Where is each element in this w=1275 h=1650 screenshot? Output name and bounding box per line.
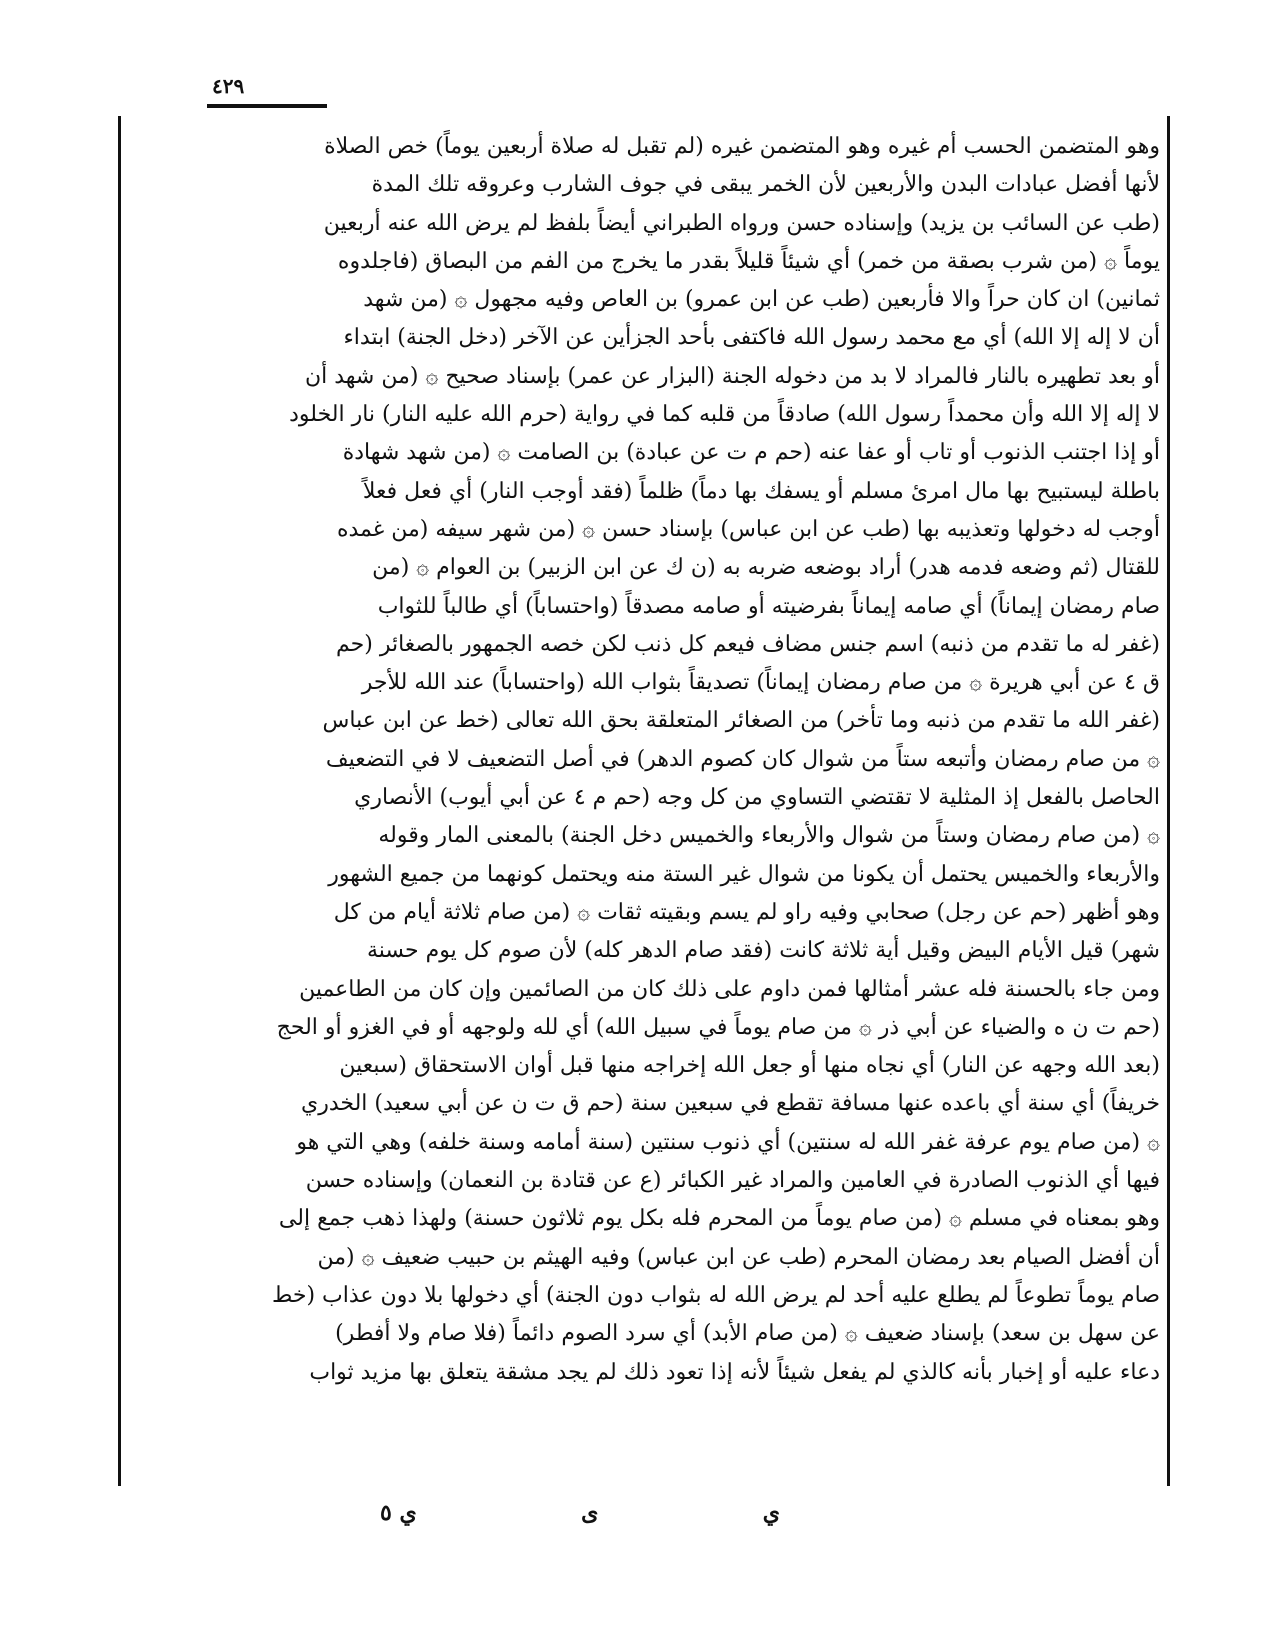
text-line: (بعد الله وجهه عن النار) أي نجاه منها أو جعل الله إخراجه منها قبل أوان الاستحقاق (سبعين <box>339 1053 1160 1079</box>
text-line: ومن جاء بالحسنة فله عشر أمثالها فمن داوم على ذلك كان من الصائمين وإن كان من الطاعمين <box>299 976 1160 1002</box>
text-line: فيها أي الذنوب الصادرة في العامين والمراد غير الكبائر (ع عن قتادة بن النعمان) وإسناده حسن <box>305 1168 1160 1194</box>
footer-mark: ي ٥ <box>380 1500 417 1526</box>
text-line: لأنها أفضل عبادات البدن والأربعين لأن الخمر يبقى في جوف الشارب وعروقه تلك المدة <box>371 172 1160 198</box>
body-text <box>130 128 1160 1483</box>
header-rule <box>207 104 327 108</box>
footer-mark: ى <box>581 1500 599 1526</box>
text-line: خريفاً) أي سنة أي باعده عنها مسافة تقطع في سبعين سنة (حم ق ت ن عن أبي سعيد) الخدري <box>301 1091 1160 1117</box>
text-line <box>130 1430 1160 1468</box>
text-line: وهو بمعناه في مسلم ۞ (من صام يوماً من المحرم فله بكل يوم ثلاثون حسنة) ولهذا ذهب جمع إلى <box>278 1206 1160 1232</box>
text-line: صام يوماً تطوعاً لم يطلع عليه أحد لم يرض الله له بثواب دون الجنة) أي دخولها بلا دون عذاب (خط <box>271 1282 1160 1308</box>
text-line: والأربعاء والخميس يحتمل أن يكونا من شوال غير الستة منه ويحتمل كونهما من جميع الشهور <box>328 861 1160 887</box>
text-line: ۞ من صام رمضان وأتبعه ستاً من شوال كان كصوم الدهر) في أصل التضعيف لا في التضعيف <box>325 746 1160 772</box>
text-line: (طب عن السائب بن يزيد) وإسناده حسن ورواه الطبراني أيضاً بلفظ لم يرض الله عنه أربعين <box>323 210 1160 236</box>
text-line: وهو أظهر (حم عن رجل) صحابي وفيه راو لم يسم وبقيته ثقات ۞ (من صام ثلاثة أيام من كل <box>333 899 1160 925</box>
text-line: (غفر له ما تقدم من ذنبه) اسم جنس مضاف فيعم كل ذنب لكن خصه الجمهور بالصغائر (حم <box>336 631 1160 657</box>
text-line: لا إله إلا الله وأن محمداً رسول الله) صادقاً من قلبه كما في رواية (حرم الله عليه النار) نار الخلود <box>289 402 1160 428</box>
text-line: صام رمضان إيماناً) أي صامه إيماناً بفرضيته أو صامه مصدقاً (واحتساباً) أي طالباً للثواب <box>377 593 1160 619</box>
footer-mark: ي <box>762 1500 780 1526</box>
text-line: (حم ت ن ه والضياء عن أبي ذر ۞ من صام يوماً في سبيل الله) أي لله ولوجهه أو في الغزو أو الحج <box>276 1014 1160 1040</box>
text-line: للقتال (ثم وضعه فدمه هدر) أراد بوضعه ضربه به (ن ك عن ابن الزبير) بن العوام ۞ (من <box>372 555 1160 581</box>
text-line: يوماً ۞ (من شرب بصقة من خمر) أي شيئاً قليلاً بقدر ما يخرج من الفم من البصاق (فاجلدوه <box>337 248 1160 274</box>
page-number: ٤٢٩ <box>212 74 245 98</box>
text-line: أن لا إله إلا الله) أي مع محمد رسول الله فاكتفى بأحد الجزأين عن الآخر (دخل الجنة) ابتداء <box>343 325 1160 351</box>
text-line: الحاصل بالفعل إذ المثلية لا تقتضي التساوي من كل وجه (حم م ٤ عن أبي أيوب) الأنصاري <box>354 785 1160 811</box>
text-line: ۞ (من صام يوم عرفة غفر الله له سنتين) أي ذنوب سنتين (سنة أمامه وسنة خلفه) وهي التي هو <box>296 1129 1160 1155</box>
text-line: أو إذا اجتنب الذنوب أو تاب أو عفا عنه (حم م ت عن عبادة) بن الصامت ۞ (من شهد شهادة <box>342 440 1160 466</box>
footer-signature-marks <box>380 1500 780 1526</box>
text-line: باطلة ليستبيح بها مال امرئ مسلم أو يسفك بها دماً) ظلماً (فقد أوجب النار) أي فعل فعلاً <box>362 478 1160 504</box>
text-line: شهر) قيل الأيام البيض وقيل أية ثلاثة كانت (فقد صام الدهر كله) لأن صوم كل يوم حسنة <box>367 938 1160 964</box>
text-line: أوجب له دخولها وتعذيبه بها (طب عن ابن عباس) بإسناد حسن ۞ (من شهر سيفه (من غمده <box>336 516 1160 542</box>
text-line: وهو المتضمن الحسب أم غيره وهو المتضمن غيره (لم تقبل له صلاة أربعين يوماً) خص الصلاة <box>324 134 1160 159</box>
text-line: ثمانين) ان كان حراً والا فأربعين (طب عن ابن عمرو) بن العاص وفيه مجهول ۞ (من شهد <box>363 287 1160 313</box>
text-line: عن سهل بن سعد) بإسناد ضعيف ۞ (من صام الأبد) أي سرد الصوم دائماً (فلا صام ولا أفطر) <box>335 1321 1160 1347</box>
text-line: (غفر الله ما تقدم من ذنبه وما تأخر) من الصغائر المتعلقة بحق الله تعالى (خط عن ابن عباس <box>322 708 1160 734</box>
text-line: ۞ (من صام رمضان وستاً من شوال والأربعاء والخميس دخل الجنة) بالمعنى المار وقوله <box>378 823 1160 849</box>
text-line: دعاء عليه أو إخبار بأنه كالذي لم يفعل شيئاً لأنه إذا تعود ذلك لم يجد مشقة يتعلق بها مزيد ثواب <box>309 1359 1160 1385</box>
text-line: أو بعد تطهيره بالنار فالمراد لا بد من دخوله الجنة (البزار عن عمر) بإسناد صحيح ۞ (من شهد أن <box>304 363 1160 389</box>
text-line: ق ٤ عن أبي هريرة ۞ من صام رمضان إيماناً) تصديقاً بثواب الله (واحتساباً) عند الله للأجر <box>361 670 1160 696</box>
text-line <box>130 1392 1160 1430</box>
text-line: أن أفضل الصيام بعد رمضان المحرم (طب عن ابن عباس) وفيه الهيثم بن حبيب ضعيف ۞ (من <box>317 1244 1160 1270</box>
